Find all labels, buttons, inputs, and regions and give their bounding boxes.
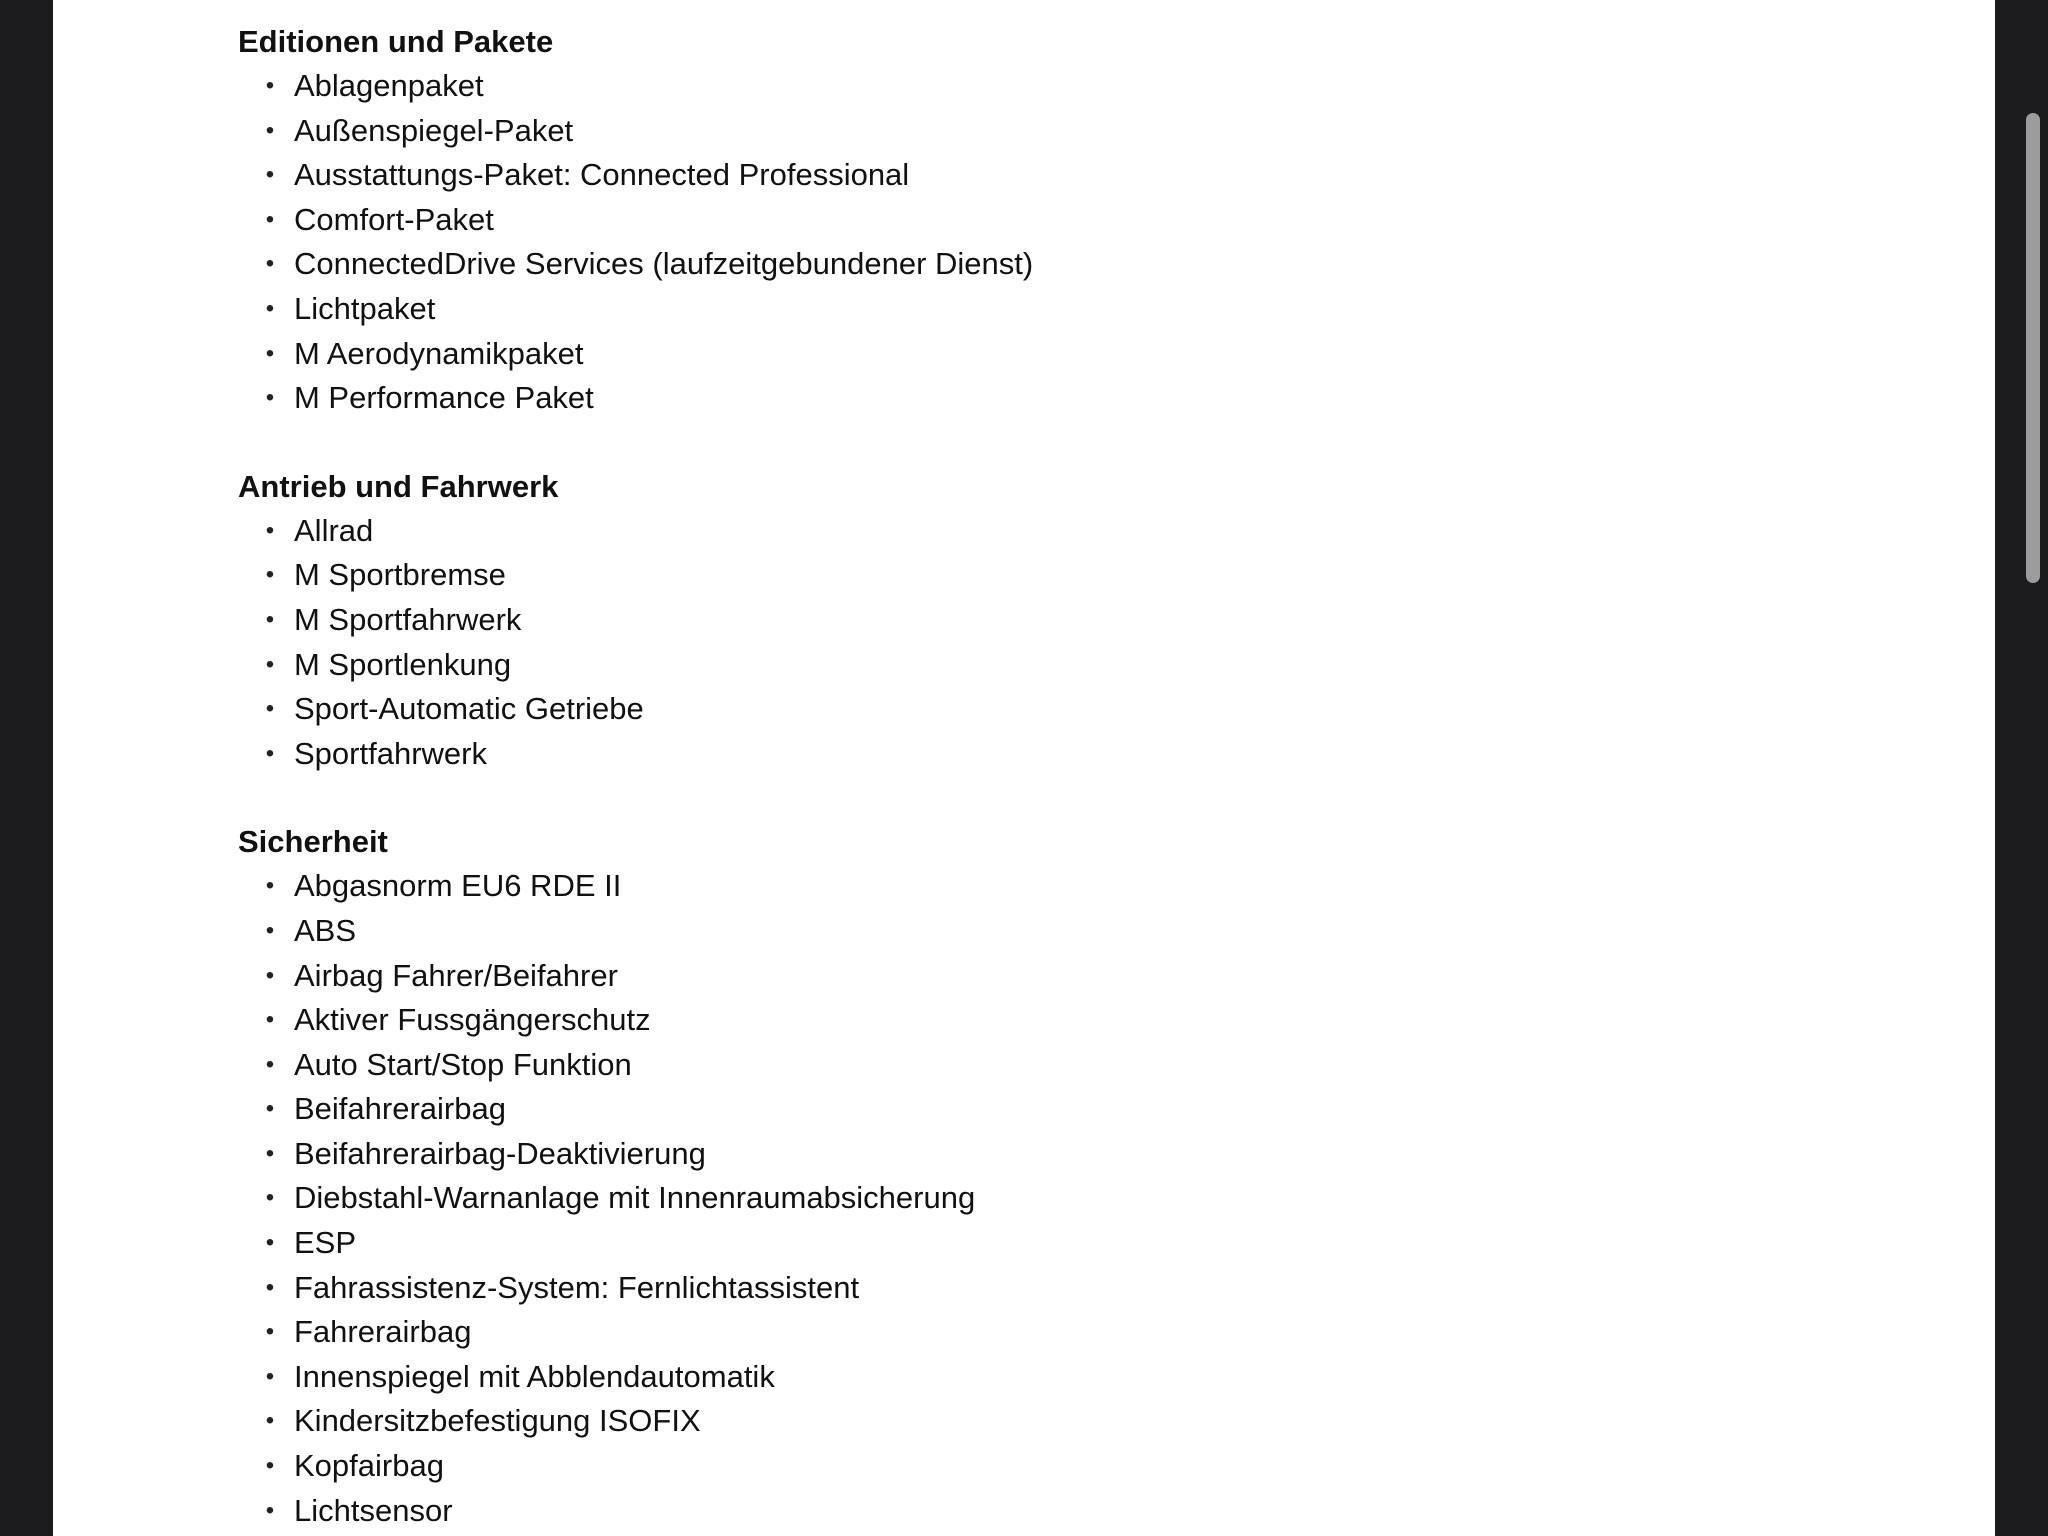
bullet-icon: • [265,605,275,633]
list-item [238,687,1738,732]
list-item [238,1221,1738,1266]
list-item-label: Aktiver Fussgängerschutz [294,1002,651,1038]
list-item-label: Innenspiegel mit Abblendautomatik [294,1358,775,1394]
list-item [238,109,1738,154]
bullet-icon: • [265,1318,275,1346]
bullet-icon: • [265,516,275,544]
bullet-icon: • [265,1229,275,1257]
list-item-label: M Sportbremse [294,557,506,593]
list-item [238,1087,1738,1132]
feature-list [238,864,1738,1533]
list-item-label: Fahrerairbag [294,1314,472,1350]
bullet-icon: • [265,739,275,767]
list-item-label: M Sportfahrwerk [294,601,522,637]
bullet-icon: • [265,1407,275,1435]
list-item [238,864,1738,909]
list-item [238,509,1738,554]
list-item-label: Fahrassistenz-System: Fernlichtassistent [294,1269,860,1305]
bullet-icon: • [265,205,275,233]
bullet-icon: • [265,1452,275,1480]
list-item [238,1176,1738,1221]
bullet-icon: • [265,250,275,278]
bullet-icon: • [265,384,275,412]
list-item [238,1310,1738,1355]
list-item-label: M Performance Paket [294,380,594,416]
list-item [238,1132,1738,1177]
list-item [238,1266,1738,1311]
list-item-label: Kopfairbag [294,1448,444,1484]
list-item [238,998,1738,1043]
list-item-label: Abgasnorm EU6 RDE II [294,868,622,904]
bullet-icon: • [265,695,275,723]
bullet-icon: • [265,1273,275,1301]
bullet-icon: • [265,161,275,189]
list-item-label: ConnectedDrive Services (laufzeitgebundener Dienst) [294,246,1034,282]
bullet-icon: • [265,1496,275,1524]
list-item [238,909,1738,954]
list-item [238,153,1738,198]
list-item-label: Airbag Fahrer/Beifahrer [294,957,618,993]
list-item [238,287,1738,332]
section-title: Sicherheit [238,824,388,860]
bullet-icon: • [265,1184,275,1212]
bullet-icon: • [265,339,275,367]
list-item-label: Ablagenpaket [294,68,484,103]
list-item [238,1444,1738,1489]
bullet-icon: • [265,916,275,944]
list-item-label: Beifahrerairbag-Deaktivierung [294,1135,706,1171]
list-item-label: Lichtsensor [294,1492,453,1528]
list-item [238,376,1738,421]
bullet-icon: • [265,116,275,144]
list-item-label: Allrad [294,512,374,548]
list-item-label: Beifahrerairbag [294,1091,506,1127]
list-item-label: M Aerodynamikpaket [294,335,584,371]
bullet-icon: • [265,561,275,589]
list-item-label: Außenspiegel-Paket [294,112,574,148]
bullet-icon: • [265,72,275,99]
document-page[interactable] [53,0,1995,1536]
list-item [238,643,1738,688]
bullet-icon: • [265,1050,275,1078]
feature-list [238,509,1738,777]
section-title: Editionen und Pakete [238,24,554,59]
list-item [238,242,1738,287]
list-item [238,1489,1738,1534]
bullet-icon: • [265,1139,275,1167]
list-item-label: Lichtpaket [294,290,436,326]
list-item [238,332,1738,377]
bullet-icon: • [265,294,275,322]
section-antrieb-und-fahrwerk [238,465,1738,777]
list-item [238,1355,1738,1400]
list-item [238,598,1738,643]
bullet-icon: • [265,961,275,989]
list-item [238,954,1738,999]
bullet-icon: • [265,650,275,678]
feature-list [238,64,1738,421]
list-item [238,64,1738,109]
bullet-icon: • [265,1006,275,1034]
list-item [238,1399,1738,1444]
section-title: Antrieb und Fahrwerk [238,468,559,504]
list-item [238,553,1738,598]
list-item-label: Ausstattungs-Paket: Connected Professional [294,157,910,193]
list-item-label: Sportfahrwerk [294,735,487,771]
document-content [238,20,1738,1536]
section-editionen-und-pakete [238,20,1738,421]
list-item-label: Sport-Automatic Getriebe [294,691,644,727]
vertical-scrollbar[interactable] [2026,113,2040,583]
list-item [238,198,1738,243]
bullet-icon: • [265,872,275,900]
list-item-label: Diebstahl-Warnanlage mit Innenraumabsicherung [294,1180,976,1216]
list-item-label: Kindersitzbefestigung ISOFIX [294,1403,701,1439]
list-item [238,1043,1738,1088]
section-sicherheit [238,820,1738,1533]
list-item-label: ESP [294,1225,357,1261]
bullet-icon: • [265,1095,275,1123]
list-item-label: Auto Start/Stop Funktion [294,1046,632,1082]
bullet-icon: • [265,1362,275,1390]
list-item-label: Comfort-Paket [294,201,494,237]
list-item-label: M Sportlenkung [294,646,512,682]
list-item-label: ABS [294,912,357,948]
list-item [238,732,1738,777]
